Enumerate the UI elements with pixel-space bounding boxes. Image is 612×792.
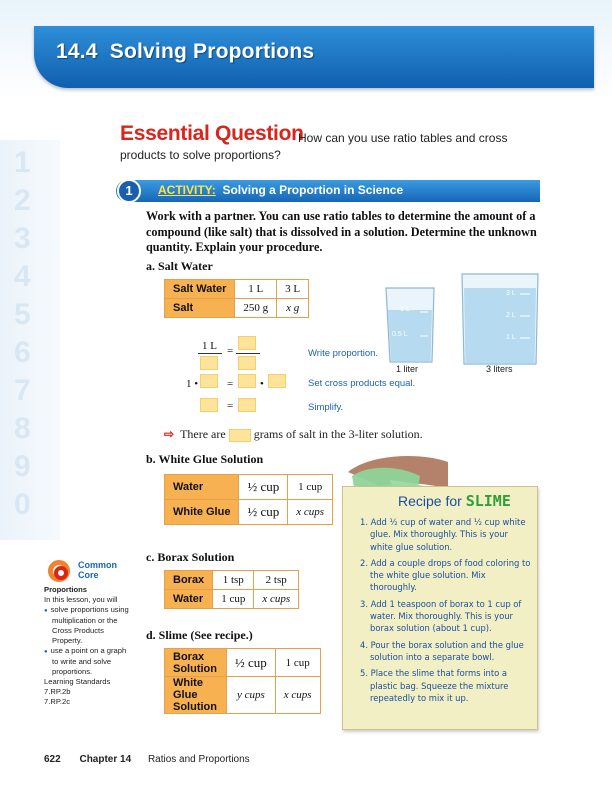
margin-number: 6 <box>14 336 31 369</box>
arrow-icon: ⇨ <box>164 427 175 441</box>
answer-box[interactable] <box>238 356 256 370</box>
answer-box[interactable] <box>238 398 256 412</box>
table-cell: 1 cup <box>275 649 320 677</box>
table-row <box>165 475 333 500</box>
section-number: 14.4 <box>56 40 98 63</box>
activity-number-badge: 1 <box>117 179 141 203</box>
common-core-heading: Proportions <box>44 585 88 594</box>
recipe-steps <box>360 516 532 708</box>
multiplication-dot: • <box>260 378 264 390</box>
table-cell: Water <box>165 590 213 609</box>
recipe-title-word: SLIME <box>465 492 511 510</box>
large-beaker-water <box>464 288 536 363</box>
margin-number: 4 <box>14 260 31 293</box>
fraction-bar <box>236 353 260 354</box>
chapter-label: Chapter 14 <box>79 754 132 765</box>
recipe-title <box>398 492 511 510</box>
table-cell: ½ cup <box>239 475 288 500</box>
standard-code: 7.RP.2b <box>44 687 71 696</box>
table-cell: y cups <box>227 677 276 714</box>
step-note: Set cross products equal. <box>308 378 416 389</box>
beaker-mark: 3 L <box>506 290 516 297</box>
common-core-sidebar <box>44 585 134 707</box>
step-note: Simplify. <box>308 402 344 413</box>
chapter-title: Ratios and Proportions <box>147 754 250 765</box>
common-core-title-line: Core <box>78 570 99 580</box>
section-title <box>56 40 314 64</box>
activity-instructions: Work with a partner. You can use ratio tables to determine the amount of a compound (like salt) that is dissolved in a solution. Determine the unknown quantity. Explain your procedure. <box>146 209 537 254</box>
section-name: Solving Proportions <box>109 40 315 63</box>
page-footer <box>44 754 250 765</box>
common-core-title <box>78 560 117 580</box>
essential-question-text: How can you use ratio tables and cross products to solve proportions? <box>120 131 508 162</box>
part-d-heading: d. Slime (See recipe.) <box>146 628 253 642</box>
beaker-mark: 0.5 L <box>392 331 408 338</box>
table-cell: White Glue Solution <box>165 677 227 714</box>
margin-number: 2 <box>14 184 31 217</box>
table-cell: Water <box>165 475 239 500</box>
margin-number: 0 <box>14 488 31 521</box>
standards-label: Learning Standards <box>44 677 111 686</box>
answer-lead: There are <box>180 427 226 441</box>
table-cell: 1 cup <box>288 475 333 500</box>
answer-box[interactable] <box>200 398 218 412</box>
cross-product-left: 1 • <box>186 378 199 390</box>
margin-number: 7 <box>14 374 31 407</box>
borax-table <box>164 570 299 609</box>
common-core-objectives <box>44 605 134 677</box>
answer-tail: grams of salt in the 3-liter solution. <box>253 427 423 441</box>
table-row <box>165 500 333 525</box>
beaker-caption: 3 liters <box>486 364 513 374</box>
beaker-caption: 1 liter <box>396 364 419 374</box>
table-cell: x cups <box>254 590 299 609</box>
answer-box[interactable] <box>238 374 256 388</box>
table-cell: White Glue <box>165 500 239 525</box>
table-row <box>165 299 309 318</box>
recipe-step: 5. Place the slime that forms into a plastic bag. Squeeze the mixture repeatedly to mix it up. <box>360 668 509 703</box>
margin-number: 5 <box>14 298 31 331</box>
part-c-heading: c. Borax Solution <box>146 550 235 564</box>
table-cell: 1 cup <box>213 590 254 609</box>
salt-water-table <box>164 279 309 318</box>
table-cell: Borax <box>165 571 213 590</box>
table-row <box>165 571 299 590</box>
salt-answer-sentence <box>164 427 423 442</box>
answer-box[interactable] <box>200 374 218 388</box>
answer-box[interactable] <box>268 374 286 388</box>
table-row <box>165 677 321 714</box>
standard-code: 7.RP.2c <box>44 697 71 706</box>
table-cell: x cups <box>275 677 320 714</box>
beaker-mark: 1 L <box>400 306 410 313</box>
answer-box[interactable] <box>238 336 256 350</box>
beaker-mark: 1 L <box>506 334 516 341</box>
activity-keyword: ACTIVITY: <box>158 183 216 197</box>
common-core-logo-inner-icon <box>54 566 68 580</box>
table-cell: 1 tsp <box>213 571 254 590</box>
common-core-title-line: Common <box>78 560 117 570</box>
table-row <box>165 649 321 677</box>
margin-number-strip <box>0 140 60 540</box>
recipe-step: 2. Add a couple drops of food coloring to the white glue solution. Mix thoroughly. <box>360 557 531 593</box>
table-cell: 2 tsp <box>254 571 299 590</box>
table-cell: 3 L <box>277 280 309 299</box>
recipe-title-prefix: Recipe for <box>398 493 462 509</box>
equals-sign: = <box>227 400 234 412</box>
table-cell: ½ cup <box>227 649 276 677</box>
margin-number: 1 <box>14 146 31 179</box>
answer-box[interactable] <box>229 429 251 442</box>
beaker-illustration <box>380 270 550 370</box>
beaker-mark: 2 L <box>506 312 516 319</box>
proportion-numerator: 1 L <box>202 340 217 352</box>
recipe-step: 3. Add 1 teaspoon of borax to 1 cup of water. Mix thoroughly. This is your borax solution (about 1 cup). <box>360 598 522 634</box>
table-row <box>165 280 309 299</box>
equals-sign: = <box>227 345 234 357</box>
slime-table <box>164 648 321 714</box>
answer-box[interactable] <box>200 356 218 370</box>
table-cell: 250 g <box>235 299 277 318</box>
part-a-heading: a. Salt Water <box>146 259 213 273</box>
table-cell: ½ cup <box>239 500 288 525</box>
objective-item: ● solve proportions using multiplication or the Cross Products Property. <box>44 605 134 646</box>
table-cell: x g <box>277 299 309 318</box>
table-cell: Borax Solution <box>165 649 227 677</box>
margin-number: 3 <box>14 222 31 255</box>
part-b-heading: b. White Glue Solution <box>146 452 264 466</box>
table-cell: 1 L <box>235 280 277 299</box>
table-cell: Salt <box>165 299 235 318</box>
activity-title <box>158 183 403 197</box>
fraction-bar <box>198 353 222 354</box>
table-cell: Salt Water <box>165 280 235 299</box>
recipe-step: 4. Pour the borax solution and the glue solution into a separate bowl. <box>360 639 524 662</box>
table-row <box>165 590 299 609</box>
recipe-step: 1. Add ½ cup of water and ½ cup white glue. Mix thoroughly. This is your white glue solution. <box>360 517 526 552</box>
equals-sign: = <box>227 378 234 390</box>
essential-question-label: Essential Question <box>120 122 304 145</box>
page-number: 622 <box>44 754 61 765</box>
activity-title-text: Solving a Proportion in Science <box>222 183 404 197</box>
step-note: Write proportion. <box>308 348 379 359</box>
objective-item: ● use a point on a graph to write and solve proportions. <box>44 646 134 677</box>
white-glue-table <box>164 474 333 525</box>
common-core-lead: In this lesson, you will <box>44 595 118 604</box>
margin-number: 9 <box>14 450 31 483</box>
table-cell: x cups <box>288 500 333 525</box>
margin-number: 8 <box>14 412 31 445</box>
